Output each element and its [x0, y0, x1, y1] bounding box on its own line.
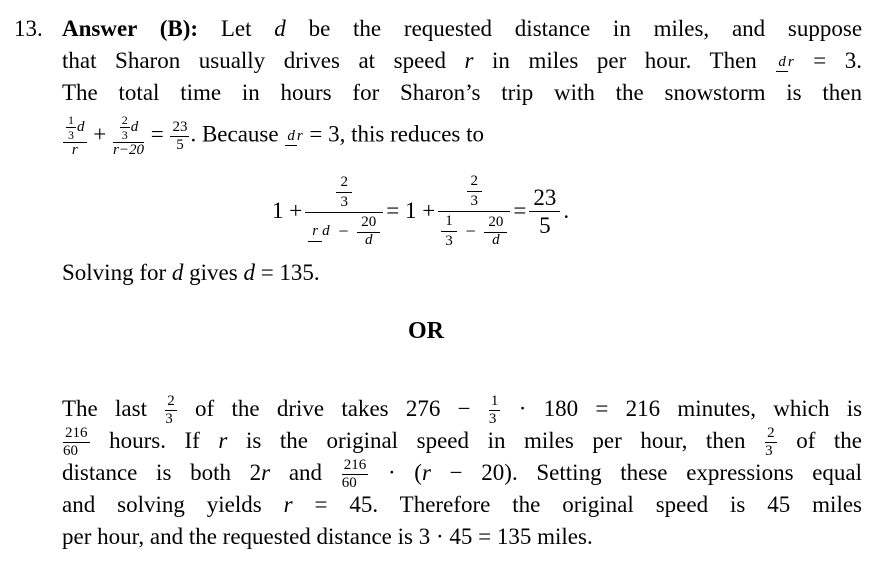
- fraction-216-60: $\frac{216}{60}$: [341, 457, 367, 492]
- text: and solving yields: [62, 492, 262, 517]
- text: Solving for: [62, 260, 167, 285]
- text: of the drive takes 276 −: [195, 396, 471, 421]
- period: .: [563, 198, 570, 223]
- equals: =: [513, 198, 527, 223]
- text: . Because: [190, 121, 279, 147]
- text: gives: [189, 260, 238, 285]
- fraction-216-60: $\frac{216}{60}$: [63, 425, 88, 460]
- text: per hour, and the requested distance is 3 · 45 = 135 miles.: [62, 524, 593, 549]
- variable: d: [274, 16, 286, 41]
- problem-number: 13.: [14, 16, 43, 41]
- fraction-1-3: $\frac{1}{3}$: [488, 393, 499, 428]
- text: and: [288, 460, 323, 485]
- paragraph1-line1: [62, 12, 862, 46]
- complex-fraction-right: $\frac{2}{3}$ $\frac{1}{3}$ − $\frac{20}{d}$: [438, 174, 510, 249]
- paragraph2-line4: [62, 488, 862, 522]
- text: Let: [220, 16, 252, 41]
- text: be the requested distance in miles, and suppose: [308, 16, 863, 41]
- text: − 20). Setting these expressions equal: [449, 460, 863, 485]
- variable: d: [171, 260, 184, 285]
- or-separator: OR: [408, 318, 444, 344]
- paragraph1-line2: [62, 44, 862, 78]
- fraction-2-3: $\frac{2}{3}$: [765, 425, 775, 460]
- paragraph2-line3: [62, 456, 862, 490]
- fraction-two-thirds-d-over-r-minus-20: $\frac{2}{3}$ d r−20: [112, 113, 144, 158]
- fraction-23-over-5: $\frac{23}{5}$: [172, 118, 188, 153]
- fraction-third-d-over-r: $\frac{1}{3}$ d r: [63, 114, 87, 158]
- text: of the: [796, 428, 863, 453]
- variable: r: [218, 428, 228, 453]
- variable: r: [261, 460, 271, 485]
- variable: r: [283, 492, 293, 517]
- answer-label: Answer (B):: [62, 16, 199, 41]
- text: that Sharon usually drives at speed: [62, 48, 446, 73]
- paragraph1-line4: [62, 113, 862, 158]
- text: hours. If: [109, 428, 200, 453]
- one-plus: 1 +: [272, 198, 303, 223]
- variable: r: [464, 48, 474, 73]
- fraction-d-over-r: d r: [287, 127, 303, 144]
- text: · (: [387, 460, 422, 485]
- equals-one-plus: = 1 +: [386, 198, 436, 223]
- paragraph1-line3: [62, 76, 862, 110]
- text: = 45. Therefore the original speed is 45 miles: [314, 492, 862, 517]
- paragraph2-line2: [62, 424, 862, 458]
- variable: r: [421, 460, 431, 485]
- text: in miles per hour. Then: [492, 48, 757, 73]
- plus: +: [93, 121, 107, 147]
- fraction-2-3: $\frac{2}{3}$: [165, 393, 175, 428]
- text: · 180 = 216 minutes, which is: [518, 396, 863, 421]
- paragraph2-line1: [62, 392, 862, 426]
- text: = 135.: [260, 260, 320, 285]
- equals: =: [150, 121, 164, 147]
- complex-fraction-left: $\frac{2}{3}$ r d − $\frac{20}{d}$: [305, 175, 383, 248]
- display-equation: [272, 166, 569, 256]
- fraction-23-over-5: $\frac{23}{5}$: [529, 186, 560, 237]
- text: The last: [62, 396, 147, 421]
- text: = 3, this reduces to: [309, 121, 484, 147]
- text: distance is both 2: [62, 460, 262, 485]
- solving-line: [62, 256, 862, 290]
- text: is the original speed in miles per hour, then: [245, 428, 746, 453]
- fraction-d-over-r: d r: [778, 54, 794, 71]
- paragraph2-line5: [62, 520, 862, 554]
- text: = 3.: [813, 48, 863, 73]
- text: The total time in hours for Sharon’s trip with the snowstorm is then: [62, 80, 862, 105]
- variable: d: [243, 260, 255, 285]
